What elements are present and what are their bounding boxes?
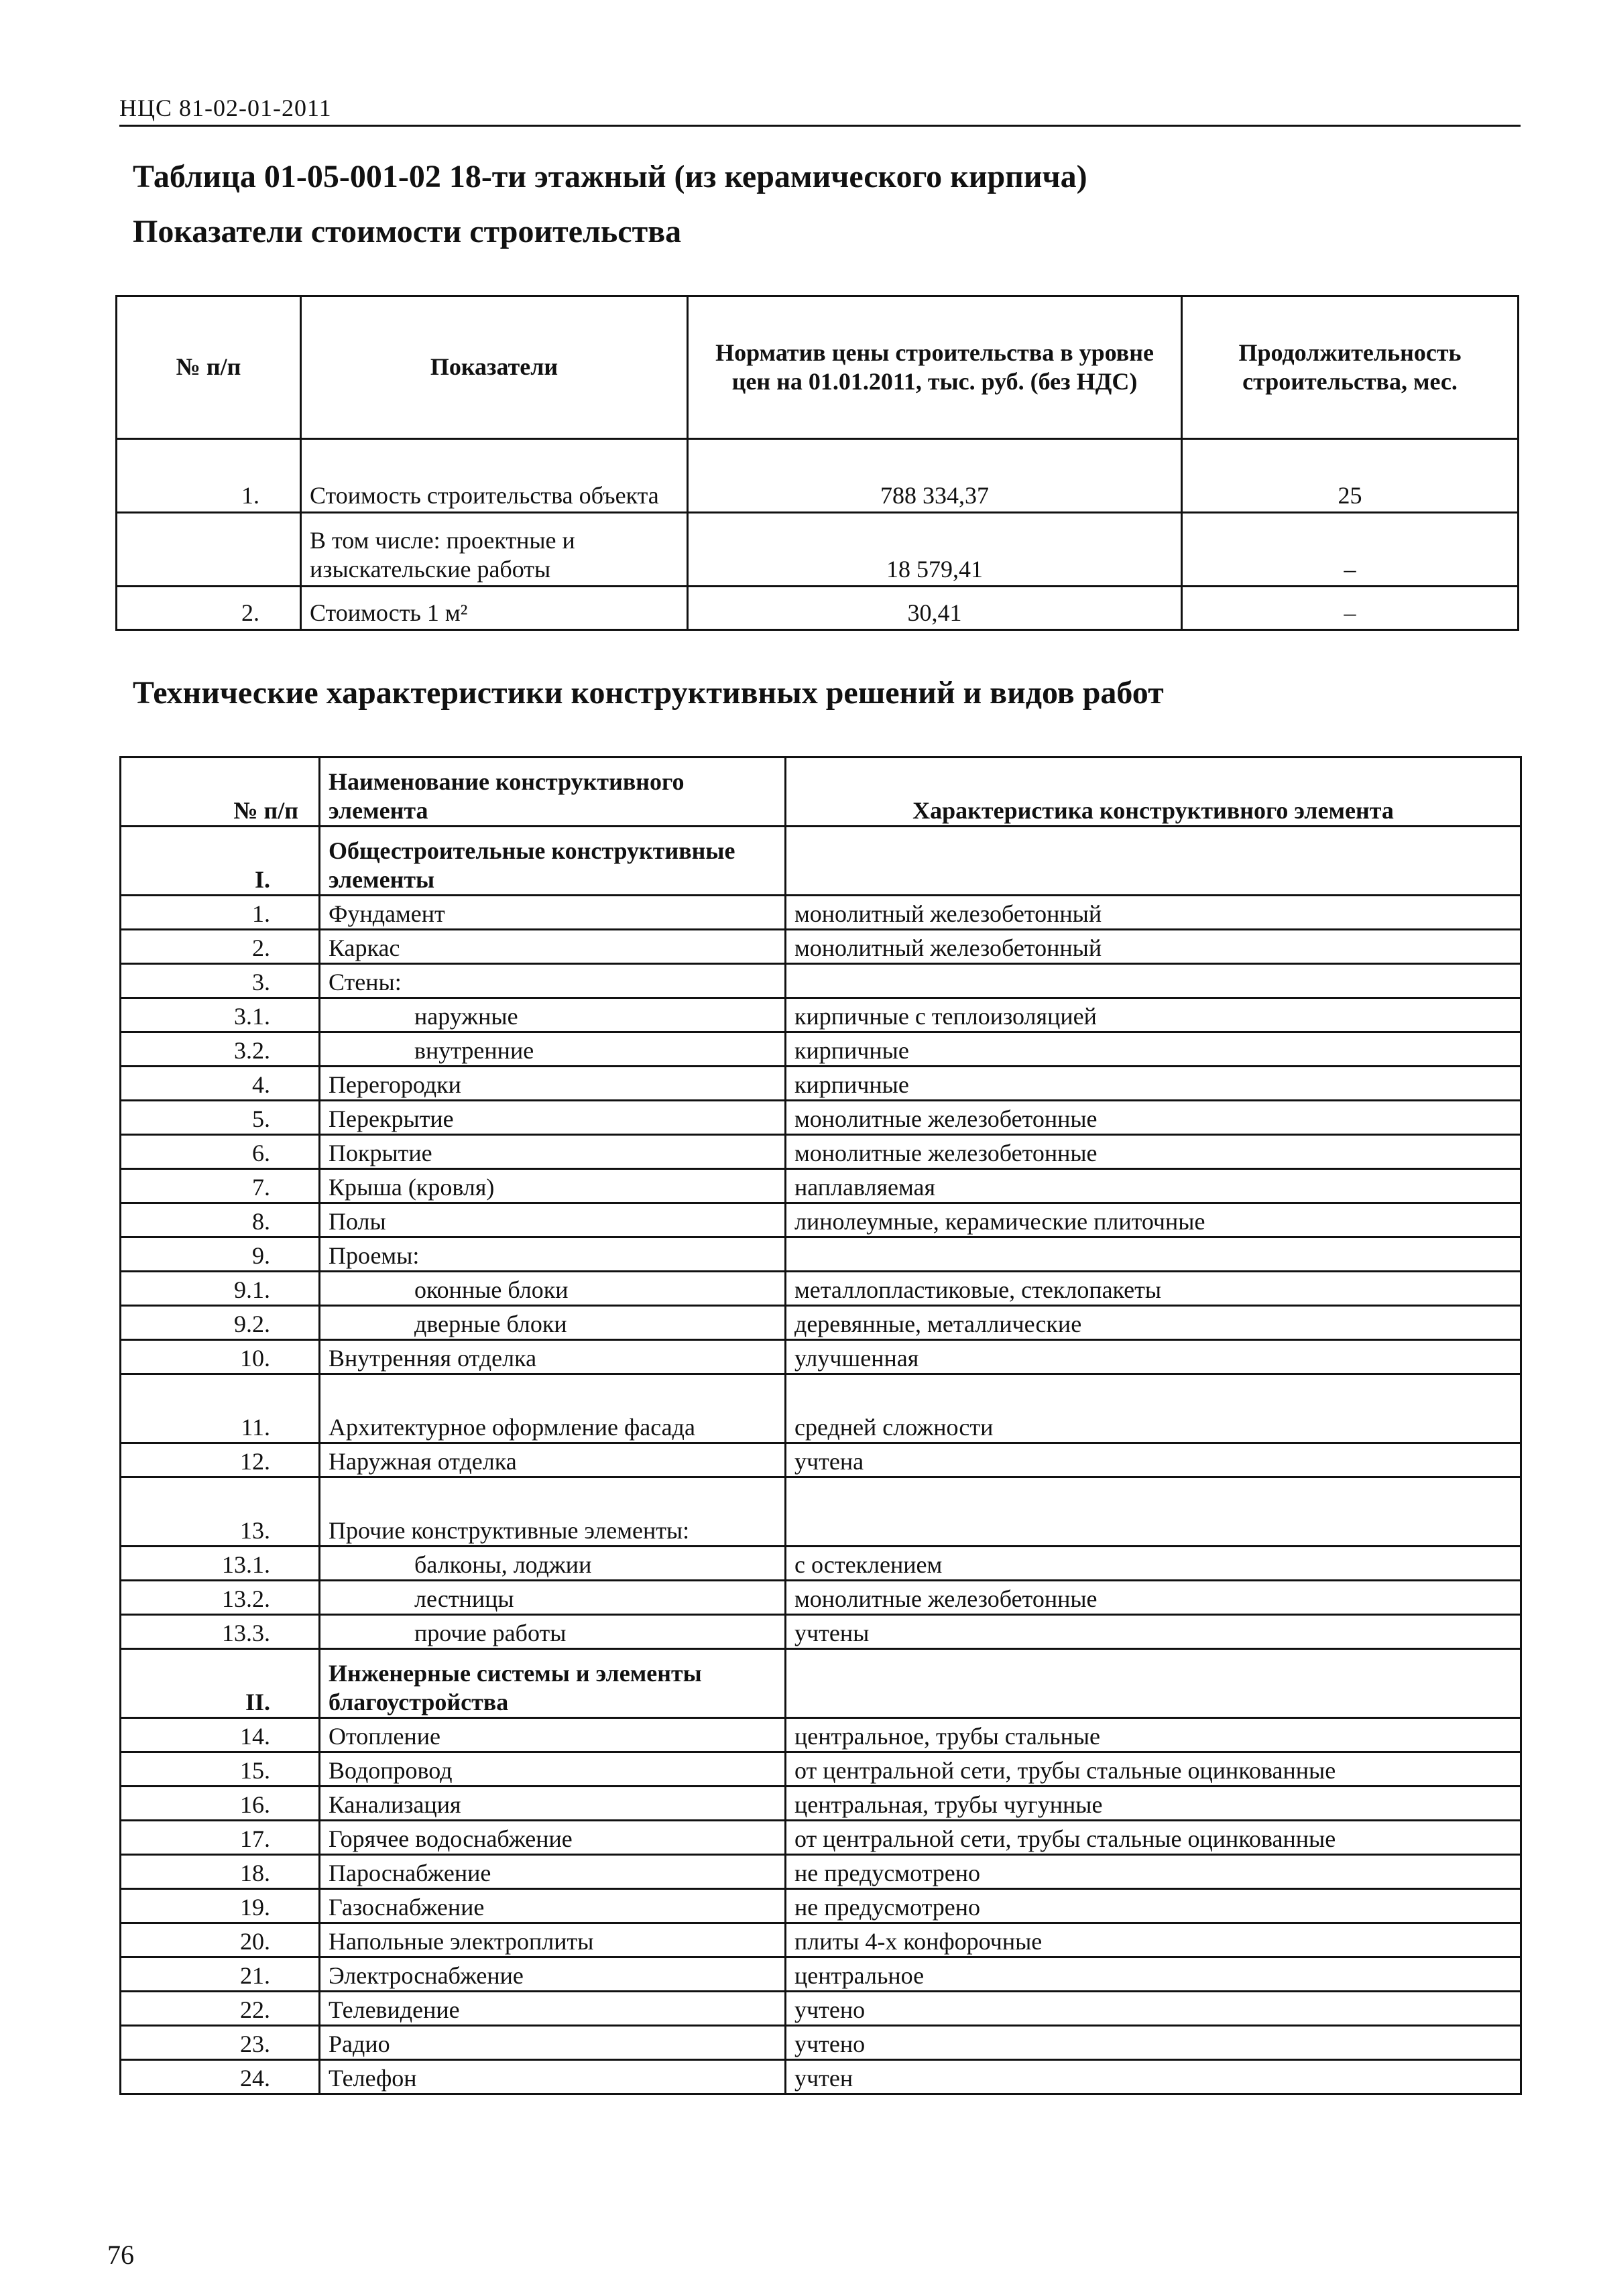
element-name: наружные [320, 998, 786, 1032]
element-name: Стены: [320, 964, 786, 998]
row-number: 2. [121, 930, 320, 964]
element-name: Перекрытие [320, 1101, 786, 1135]
table-row [121, 1340, 1521, 1374]
tech-table-header [121, 758, 1521, 827]
table-row [121, 1787, 1521, 1821]
element-name: Отопление [320, 1718, 786, 1752]
table-row [121, 1203, 1521, 1237]
row-number [117, 513, 301, 587]
element-name: Газоснабжение [320, 1889, 786, 1923]
element-characteristic: плиты 4-х конфорочные [786, 1923, 1521, 1957]
element-characteristic: не предусмотрено [786, 1889, 1521, 1923]
table-row [117, 439, 1519, 513]
row-number: 1. [117, 439, 301, 513]
element-characteristic: учтен [786, 2060, 1521, 2094]
table-row [121, 1101, 1521, 1135]
row-number: 19. [121, 1889, 320, 1923]
table-row [121, 1169, 1521, 1203]
table-row [121, 1855, 1521, 1889]
row-number: 18. [121, 1855, 320, 1889]
row-number: 13.1. [121, 1547, 320, 1581]
row-number: 12. [121, 1443, 320, 1477]
table-row [117, 513, 1519, 587]
table-row [121, 1135, 1521, 1169]
table-row [121, 1615, 1521, 1649]
table-row [121, 1477, 1521, 1547]
col-header-price-norm: Норматив цены строительства в уровне цен на 01.01.2011, тыс. руб. (без НДС) [688, 296, 1182, 439]
element-characteristic: не предусмотрено [786, 1855, 1521, 1889]
row-number: 20. [121, 1923, 320, 1957]
element-name: Фундамент [320, 896, 786, 930]
row-number: 8. [121, 1203, 320, 1237]
element-name: прочие работы [320, 1615, 786, 1649]
element-name: Инженерные системы и элементы благоустройства [320, 1649, 786, 1718]
element-characteristic: центральная, трубы чугунные [786, 1787, 1521, 1821]
table-row [121, 1581, 1521, 1615]
table-row [121, 1889, 1521, 1923]
table-row [121, 1752, 1521, 1787]
element-name: Крыша (кровля) [320, 1169, 786, 1203]
row-number: 5. [121, 1101, 320, 1135]
element-name: Наружная отделка [320, 1443, 786, 1477]
element-name: Полы [320, 1203, 786, 1237]
element-characteristic: наплавляемая [786, 1169, 1521, 1203]
row-number: 23. [121, 2026, 320, 2060]
element-name: Прочие конструктивные элементы: [320, 1477, 786, 1547]
row-number: 13.3. [121, 1615, 320, 1649]
row-number: 13.2. [121, 1581, 320, 1615]
table-row [121, 1718, 1521, 1752]
element-name: Напольные электроплиты [320, 1923, 786, 1957]
element-name: Телевидение [320, 1992, 786, 2026]
element-characteristic [786, 964, 1521, 998]
table-row [121, 1821, 1521, 1855]
col-header-element-name: Наименование конструктивного элемента [320, 758, 786, 827]
element-name: внутренние [320, 1032, 786, 1067]
element-characteristic: монолитные железобетонные [786, 1101, 1521, 1135]
element-characteristic: центральное, трубы стальные [786, 1718, 1521, 1752]
table-row [121, 2026, 1521, 2060]
row-number: 14. [121, 1718, 320, 1752]
table-row [121, 964, 1521, 998]
element-name: Архитектурное оформление фасада [320, 1374, 786, 1443]
element-name: Каркас [320, 930, 786, 964]
element-characteristic: учтено [786, 1992, 1521, 2026]
table-row [121, 1547, 1521, 1581]
element-characteristic: кирпичные [786, 1067, 1521, 1101]
row-number: 21. [121, 1957, 320, 1992]
element-name: дверные блоки [320, 1306, 786, 1340]
row-number: 4. [121, 1067, 320, 1101]
row-number: 11. [121, 1374, 320, 1443]
col-header-indicator: Показатели [301, 296, 688, 439]
table-row [121, 1272, 1521, 1306]
tech-section-title: Технические характеристики конструктивных решений и видов работ [133, 675, 1164, 711]
cost-table [115, 295, 1519, 631]
element-characteristic: металлопластиковые, стеклопакеты [786, 1272, 1521, 1306]
row-number: 3.1. [121, 998, 320, 1032]
table-row [121, 1306, 1521, 1340]
element-characteristic [786, 1649, 1521, 1718]
element-characteristic: линолеумные, керамические плиточные [786, 1203, 1521, 1237]
element-name: Проемы: [320, 1237, 786, 1272]
element-characteristic: монолитный железобетонный [786, 930, 1521, 964]
element-characteristic: монолитный железобетонный [786, 896, 1521, 930]
element-name: Водопровод [320, 1752, 786, 1787]
table-row [121, 2060, 1521, 2094]
element-characteristic: с остеклением [786, 1547, 1521, 1581]
row-number: 7. [121, 1169, 320, 1203]
element-name: Радио [320, 2026, 786, 2060]
row-number: 17. [121, 1821, 320, 1855]
row-number: 2. [117, 587, 301, 630]
element-characteristic: от центральной сети, трубы стальные оцинкованные [786, 1752, 1521, 1787]
price-value: 30,41 [688, 587, 1182, 630]
row-number: 13. [121, 1477, 320, 1547]
element-characteristic: средней сложности [786, 1374, 1521, 1443]
element-characteristic [786, 827, 1521, 896]
element-characteristic: учтена [786, 1443, 1521, 1477]
element-name: Телефон [320, 2060, 786, 2094]
element-characteristic: от центральной сети, трубы стальные оцинкованные [786, 1821, 1521, 1855]
row-number: II. [121, 1649, 320, 1718]
table-row [121, 1649, 1521, 1718]
element-name: Пароснабжение [320, 1855, 786, 1889]
tech-table [119, 756, 1522, 2095]
row-number: 24. [121, 2060, 320, 2094]
element-name: Горячее водоснабжение [320, 1821, 786, 1855]
col-header-characteristic: Характеристика конструктивного элемента [786, 758, 1521, 827]
row-number: 3.2. [121, 1032, 320, 1067]
element-name: лестницы [320, 1581, 786, 1615]
element-name: Канализация [320, 1787, 786, 1821]
element-characteristic: монолитные железобетонные [786, 1135, 1521, 1169]
element-name: Общестроительные конструктивные элементы [320, 827, 786, 896]
element-name: Внутренняя отделка [320, 1340, 786, 1374]
row-number: 1. [121, 896, 320, 930]
page-number: 76 [107, 2240, 134, 2270]
duration-value: – [1182, 587, 1519, 630]
table-row [121, 1923, 1521, 1957]
cost-table-header [117, 296, 1519, 439]
table-row [121, 896, 1521, 930]
table-row [121, 827, 1521, 896]
document-code: НЦС 81-02-01-2011 [119, 95, 332, 121]
element-name: оконные блоки [320, 1272, 786, 1306]
element-characteristic: учтено [786, 2026, 1521, 2060]
col-header-duration: Продолжительность строительства, мес. [1182, 296, 1519, 439]
table-row [121, 1237, 1521, 1272]
row-number: 9.1. [121, 1272, 320, 1306]
document-header [119, 94, 1521, 127]
element-name: Электроснабжение [320, 1957, 786, 1992]
table-row [121, 1992, 1521, 2026]
indicator-name: Стоимость строительства объекта [301, 439, 688, 513]
element-name: Покрытие [320, 1135, 786, 1169]
element-characteristic: центральное [786, 1957, 1521, 1992]
row-number: 9.2. [121, 1306, 320, 1340]
row-number: 6. [121, 1135, 320, 1169]
table-row [117, 587, 1519, 630]
cost-section-title: Показатели стоимости строительства [133, 214, 682, 249]
element-characteristic: улучшенная [786, 1340, 1521, 1374]
indicator-name: Стоимость 1 м² [301, 587, 688, 630]
price-value: 18 579,41 [688, 513, 1182, 587]
table-row [121, 930, 1521, 964]
element-characteristic: учтены [786, 1615, 1521, 1649]
price-value: 788 334,37 [688, 439, 1182, 513]
table-row [121, 1067, 1521, 1101]
row-number: 9. [121, 1237, 320, 1272]
col-header-number: № п/п [117, 296, 301, 439]
element-characteristic [786, 1477, 1521, 1547]
indicator-name: В том числе: проектные и изыскательские работы [301, 513, 688, 587]
element-name: Перегородки [320, 1067, 786, 1101]
row-number: 15. [121, 1752, 320, 1787]
row-number: 16. [121, 1787, 320, 1821]
table-row [121, 1443, 1521, 1477]
row-number: 10. [121, 1340, 320, 1374]
duration-value: – [1182, 513, 1519, 587]
element-characteristic [786, 1237, 1521, 1272]
row-number: 3. [121, 964, 320, 998]
element-name: балконы, лоджии [320, 1547, 786, 1581]
element-characteristic: монолитные железобетонные [786, 1581, 1521, 1615]
col-header-number: № п/п [121, 758, 320, 827]
element-characteristic: деревянные, металлические [786, 1306, 1521, 1340]
table-row [121, 1032, 1521, 1067]
element-characteristic: кирпичные [786, 1032, 1521, 1067]
table-row [121, 1957, 1521, 1992]
table-row [121, 1374, 1521, 1443]
row-number: 22. [121, 1992, 320, 2026]
duration-value: 25 [1182, 439, 1519, 513]
row-number: I. [121, 827, 320, 896]
table-title: Таблица 01-05-001-02 18-ти этажный (из керамического кирпича) [133, 159, 1087, 194]
table-row [121, 998, 1521, 1032]
element-characteristic: кирпичные с теплоизоляцией [786, 998, 1521, 1032]
